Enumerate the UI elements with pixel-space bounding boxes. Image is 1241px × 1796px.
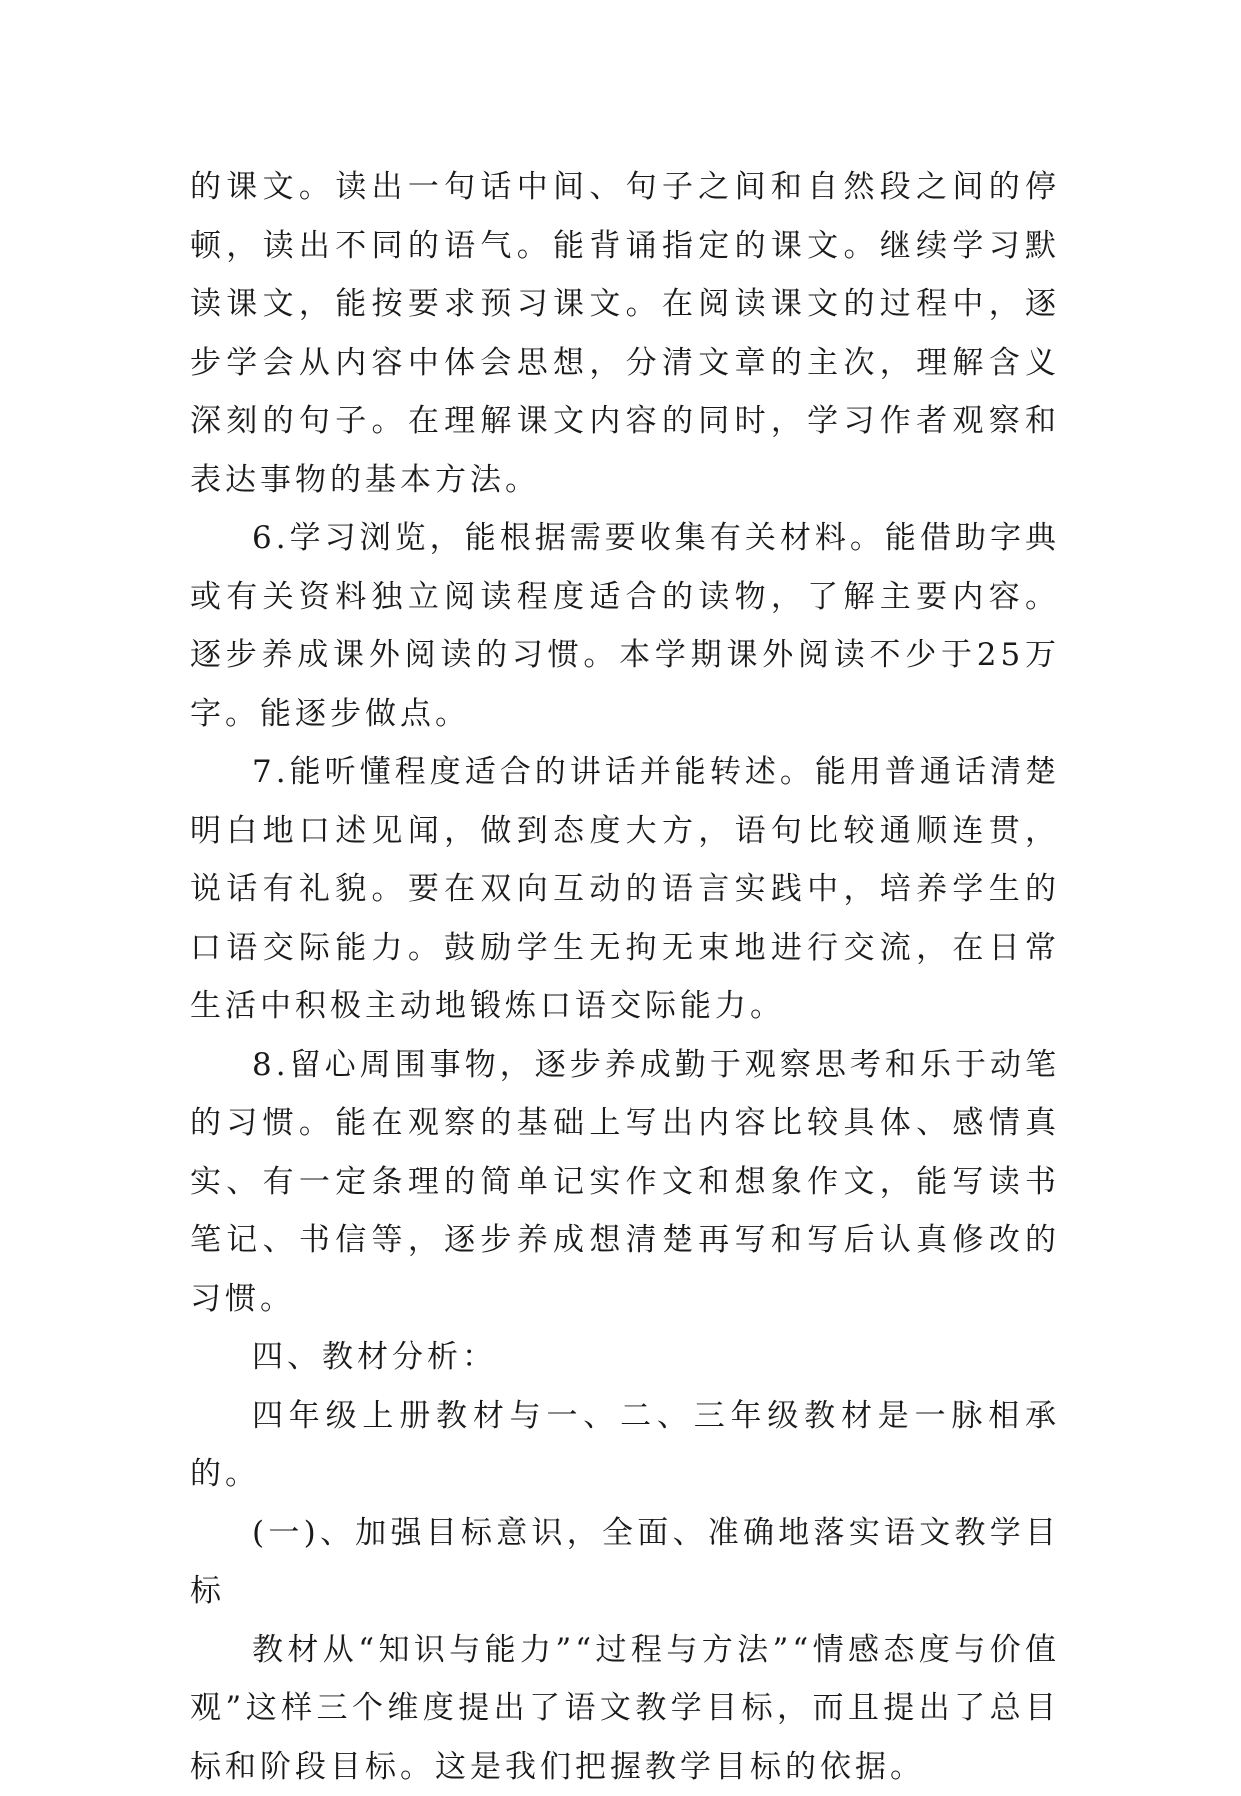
paragraph-textbook-intro: 四年级上册教材与一、二、三年级教材是一脉相承的。 xyxy=(190,1387,1060,1504)
subsection-heading-1: (一)、加强目标意识，全面、准确地落实语文教学目标 xyxy=(190,1504,1060,1621)
paragraph-item-7: 7.能听懂程度适合的讲话并能转述。能用普通话清楚明白地口述见闻，做到态度大方，语句比较通顺连贯，说话有礼貌。要在双向互动的语言实践中，培养学生的口语交际能力。鼓励学生无拘无束地进行交流，在日常生活中积极主动地锻炼口语交际能力。 xyxy=(190,743,1060,1036)
paragraph-item-8: 8.留心周围事物，逐步养成勤于观察思考和乐于动笔的习惯。能在观察的基础上写出内容比较具体、感情真实、有一定条理的简单记实作文和想象作文，能写读书笔记、书信等，逐步养成想清楚再写和写后认真修改的习惯。 xyxy=(190,1036,1060,1329)
paragraph-item-6: 6.学习浏览，能根据需要收集有关材料。能借助字典或有关资料独立阅读程度适合的读物，了解主要内容。逐步养成课外阅读的习惯。本学期课外阅读不少于25万字。能逐步做点。 xyxy=(190,509,1060,743)
paragraph-reading-goals-continued: 的课文。读出一句话中间、句子之间和自然段之间的停顿，读出不同的语气。能背诵指定的课文。继续学习默读课文，能按要求预习课文。在阅读课文的过程中，逐步学会从内容中体会思想，分清文章的主次，理解含义深刻的句子。在理解课文内容的同时，学习作者观察和表达事物的基本方法。 xyxy=(190,158,1060,509)
section-heading-textbook-analysis: 四、教材分析： xyxy=(190,1328,1060,1387)
paragraph-three-dimensions: 教材从“知识与能力”“过程与方法”“情感态度与价值观”这样三个维度提出了语文教学目标，而且提出了总目标和阶段目标。这是我们把握教学目标的依据。 xyxy=(190,1621,1060,1796)
document-body xyxy=(190,158,1060,1796)
